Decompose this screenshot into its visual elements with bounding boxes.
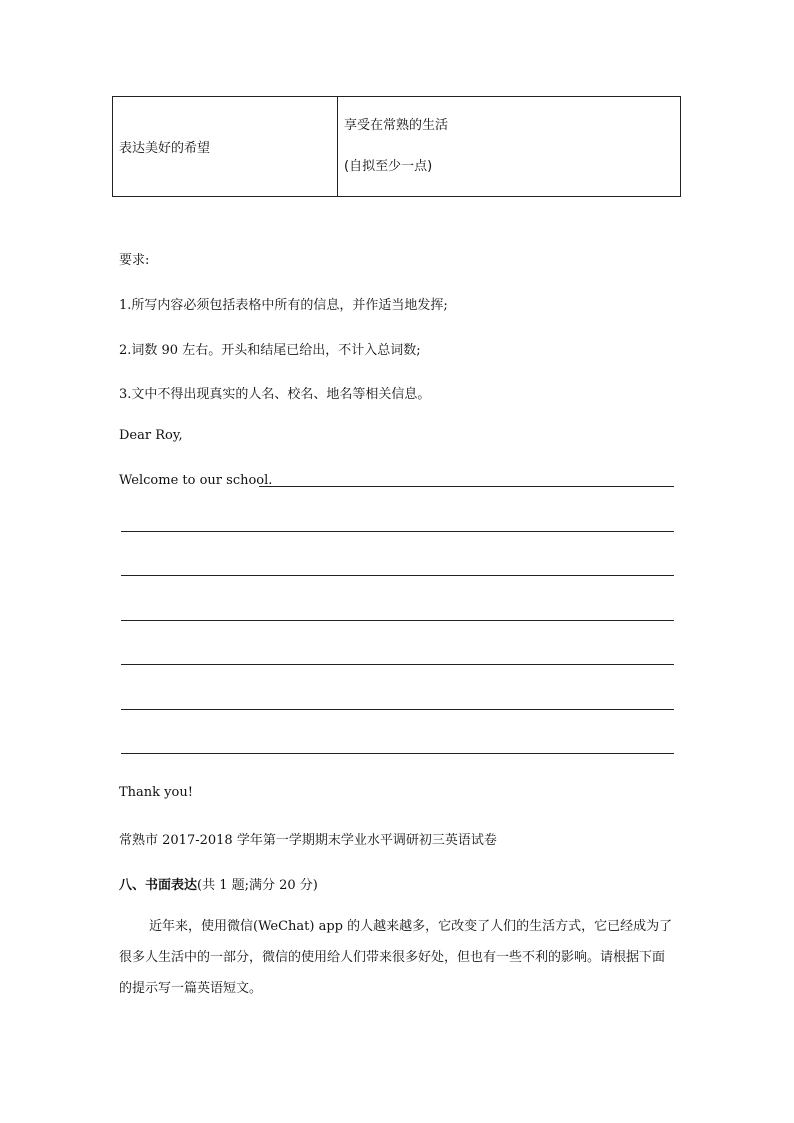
table-cell-right (338, 97, 681, 197)
letter-closing: Thank you! (119, 785, 193, 800)
requirement-item-2: 2.词数 90 左右。开头和结尾已给出，不计入总词数; (119, 343, 421, 358)
writing-line (121, 709, 674, 710)
table-cell-right-line1: 享受在常熟的生活 (344, 117, 449, 133)
section-heading (119, 874, 318, 893)
table-row (113, 97, 681, 197)
table-cell-right-line2: (自拟至少一点) (344, 158, 433, 174)
letter-opening-row (119, 473, 674, 489)
writing-line (121, 531, 674, 532)
section-heading-rest: (共 1 题;满分 20 分) (197, 878, 318, 893)
requirements-heading: 要求: (119, 253, 150, 268)
table-cell-left (113, 97, 338, 197)
prompt-paragraph: 近年来，使用微信(WeChat) app 的人越来越多，它改变了人们的生活方式，它已经成为了很多人生活中的一部分，微信的使用给人们带来很多好处，但也有一些不利的影响。请根据下面的提示写一篇英语短文。 (119, 919, 673, 996)
table-cell-left-text: 表达美好的希望 (119, 141, 211, 156)
section-heading-bold: 八、书面表达 (119, 878, 198, 893)
letter-opening: Welcome to our school. (119, 473, 273, 488)
requirement-item-3: 3.文中不得出现真实的人名、校名、地名等相关信息。 (119, 387, 431, 402)
writing-line (121, 620, 674, 621)
writing-line (121, 664, 674, 665)
writing-line (121, 753, 674, 754)
writing-line (259, 486, 674, 487)
info-table (112, 96, 681, 197)
letter-greeting: Dear Roy, (119, 428, 183, 443)
requirement-item-1: 1.所写内容必须包括表格中所有的信息，并作适当地发挥; (119, 298, 448, 313)
writing-line (121, 575, 674, 576)
exam-title: 常熟市 2017-2018 学年第一学期期末学业水平调研初三英语试卷 (119, 833, 497, 848)
